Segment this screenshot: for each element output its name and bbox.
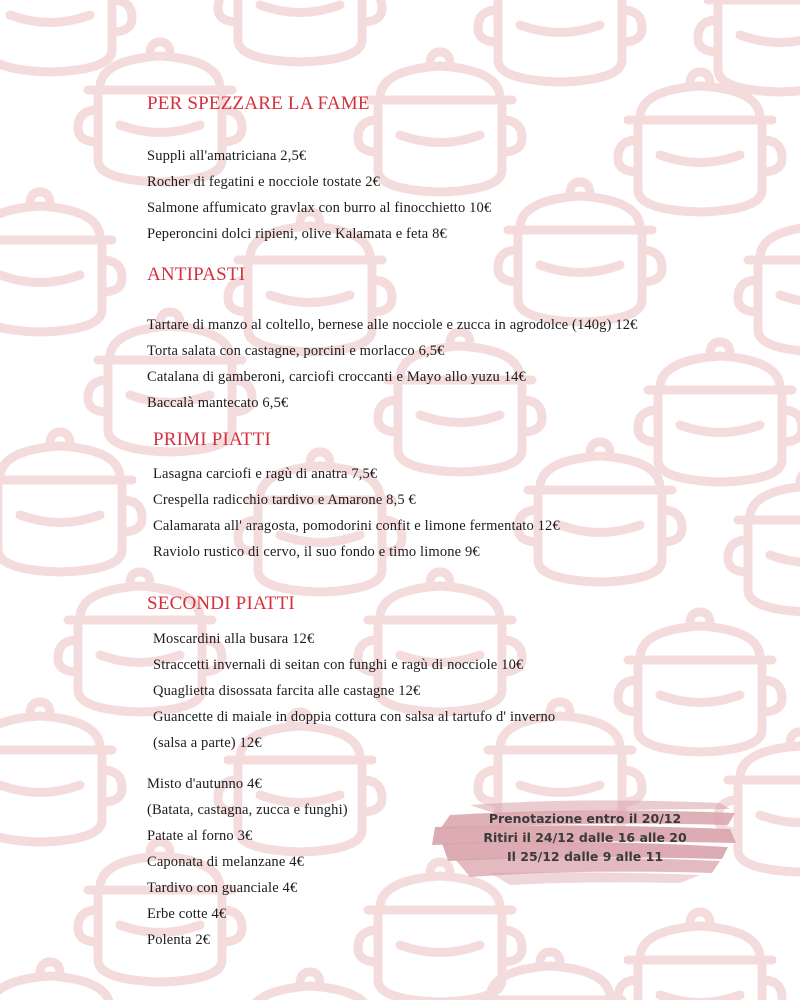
menu-item: Rocher di fegatini e nocciole tostate 2€ (147, 174, 381, 190)
menu-item: Salmone affumicato gravlax con burro al finocchietto 10€ (147, 200, 492, 216)
section-items-per-spezzare-la-fame (147, 143, 491, 247)
section-title-antipasti: ANTIPASTI (147, 264, 246, 285)
note-line-pickup-24: Ritiri il 24/12 dalle 16 alle 20 (483, 830, 687, 845)
menu-item: Moscardini alla busara 12€ (153, 631, 315, 647)
menu-item: Guancette di maiale in doppia cottura con salsa al tartufo d' inverno (153, 709, 556, 725)
section-title-secondi-piatti: SECONDI PIATTI (147, 593, 295, 614)
menu-item: Catalana di gamberoni, carciofi croccanti e Mayo allo yuzu 14€ (147, 369, 526, 385)
note-line-pickup-25: Il 25/12 dalle 9 alle 11 (506, 849, 664, 864)
side-dish-item: Tardivo con guanciale 4€ (147, 880, 298, 896)
menu-item: Quaglietta disossata farcita alle castagne 12€ (153, 683, 421, 699)
menu-item: Calamarata all' aragosta, pomodorini confit e limone fermentato 12€ (153, 518, 560, 534)
side-dish-item: Patate al forno 3€ (147, 828, 253, 844)
section-title-per-spezzare-la-fame: PER SPEZZARE LA FAME (147, 93, 370, 114)
menu-item: Raviolo rustico di cervo, il suo fondo e timo limone 9€ (153, 544, 480, 560)
section-title-primi-piatti: PRIMI PIATTI (153, 429, 271, 450)
menu-item: Peperoncini dolci ripieni, olive Kalamata e feta 8€ (147, 226, 447, 242)
reservation-note (430, 795, 740, 890)
section-items-primi-piatti (153, 461, 560, 565)
side-dish-item: Erbe cotte 4€ (147, 906, 227, 922)
menu-item: Suppli all'amatriciana 2,5€ (147, 148, 307, 164)
side-dish-item: Caponata di melanzane 4€ (147, 854, 304, 870)
menu-item: Crespella radicchio tardivo e Amarone 8,5 € (153, 492, 416, 508)
menu-item: (salsa a parte) 12€ (153, 735, 262, 751)
menu-item: Baccalà mantecato 6,5€ (147, 395, 289, 411)
side-dish-item: Polenta 2€ (147, 932, 211, 948)
side-dishes-list (147, 771, 348, 953)
menu-item: Lasagna carciofi e ragù di anatra 7,5€ (153, 466, 378, 482)
menu-item: Straccetti invernali di seitan con funghi e ragù di nocciole 10€ (153, 657, 524, 673)
section-items-antipasti (147, 312, 638, 416)
side-dish-item: Misto d'autunno 4€ (147, 776, 262, 792)
note-line-reservation-deadline: Prenotazione entro il 20/12 (488, 811, 682, 826)
menu-item: Tartare di manzo al coltello, bernese alle nocciole e zucca in agrodolce (140g) 12€ (147, 317, 638, 333)
side-dish-item: (Batata, castagna, zucca e funghi) (147, 802, 348, 818)
reservation-note-text (430, 809, 740, 866)
menu-item: Torta salata con castagne, porcini e morlacco 6,5€ (147, 343, 445, 359)
section-items-secondi-piatti (153, 626, 555, 756)
